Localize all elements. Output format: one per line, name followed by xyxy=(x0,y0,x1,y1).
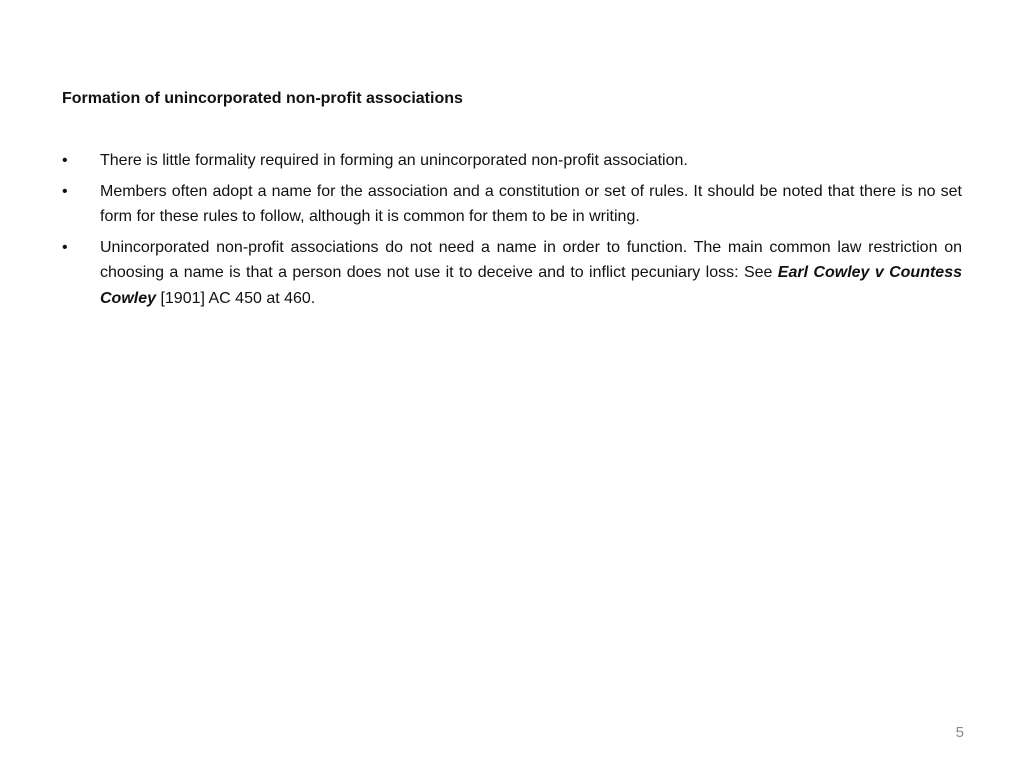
slide-heading: Formation of unincorporated non-profit associations xyxy=(62,90,463,107)
bullet-text: Members often adopt a name for the association and a constitution or set of rules. It should be noted that there is no set form for these rules to follow, although it is common for them to be in writing. xyxy=(100,182,962,225)
bullet-icon: • xyxy=(62,152,68,169)
case-name: Earl Cowley v Countess Cowley xyxy=(100,264,963,307)
bullet-item-formality xyxy=(62,148,962,174)
bullet-icon: • xyxy=(62,238,68,256)
bullet-item-name-and-rules xyxy=(62,179,962,230)
bullet-text: There is little formality required in forming an unincorporated non-profit association. xyxy=(100,152,688,169)
bullet-list xyxy=(62,148,962,316)
page-number: 5 xyxy=(955,724,964,741)
bullet-item-name-restriction xyxy=(62,235,962,312)
bullet-icon: • xyxy=(62,182,68,200)
bullet-text-before-case: Unincorporated non-profit associations do not need a name in order to function. The main common law restriction on choosing a name is that a person does not use it to deceive and to inflict pecuniary loss: See xyxy=(100,238,962,281)
bullet-text-after-case: [1901] AC 450 at 460. xyxy=(156,289,316,307)
